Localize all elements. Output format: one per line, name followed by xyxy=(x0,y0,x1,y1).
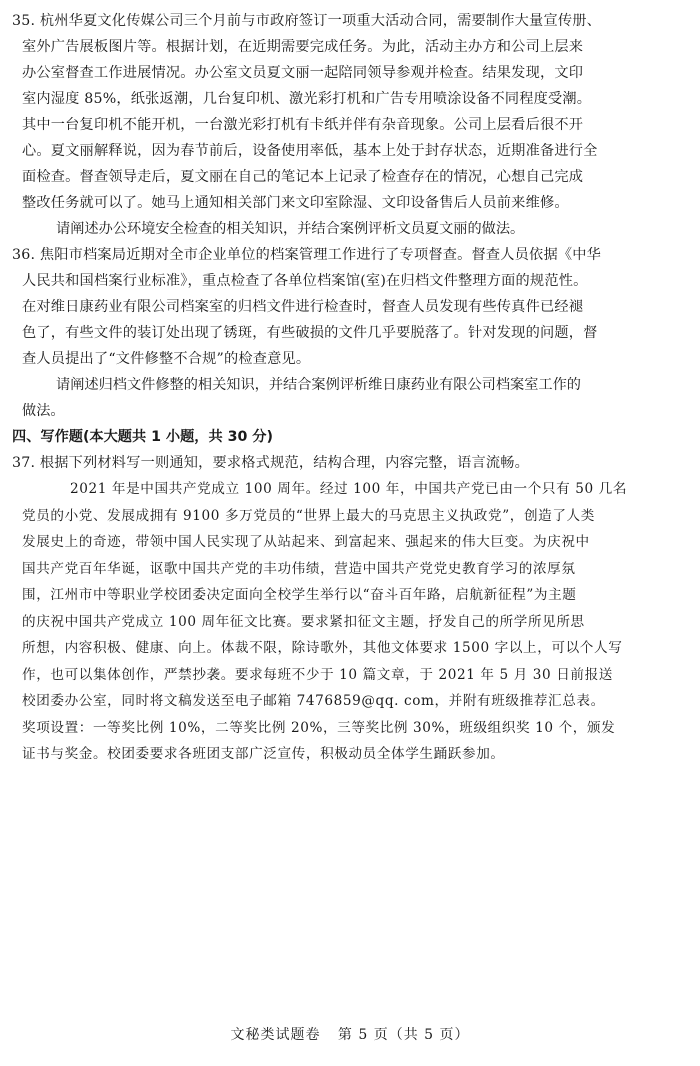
question-35 xyxy=(12,8,688,242)
material-line-5: 围，江州市中等职业学校团委决定面向全校学生举行以“奋斗百年路，启航新征程”为主题 xyxy=(22,587,577,603)
q35-line-3: 办公室督查工作进展情况。办公室文员夏文丽一起陪同领导参观并检查。结果发现，文印 xyxy=(22,65,584,81)
q36-line-5: 查人员提出了“文件修整不合规”的检查意见。 xyxy=(22,351,311,367)
material-line-6: 的庆祝中国共产党成立 100 周年征文比赛。要求紧扣征文主题，抒发自己的所学所见所思 xyxy=(22,613,585,630)
exam-page xyxy=(12,8,688,768)
q36-requirement-line-2: 做法。 xyxy=(22,403,65,419)
q35-line-1: 35. 杭州华夏文化传媒公司三个月前与市政府签订一项重大活动合同，需要制作大量宣传册、 xyxy=(12,13,601,29)
q36-line-1: 36. 焦阳市档案局近期对全市企业单位的档案管理工作进行了专项督查。督查人员依据《中华 xyxy=(12,247,601,263)
material-line-1: 2021 年是中国共产党成立 100 周年。经过 100 年，中国共产党已由一个只有 50 几名 xyxy=(70,481,628,497)
q35-line-6: 心。夏文丽解释说，因为春节前后，设备使用率低，基本上处于封存状态，近期准备进行全 xyxy=(22,143,598,159)
q35-line-2: 室外广告展板图片等。根据计划，在近期需要完成任务。为此，活动主办方和公司上层来 xyxy=(22,39,584,55)
q35-line-8: 整改任务就可以了。她马上通知相关部门来文印室除湿、文印设备售后人员前来维修。 xyxy=(22,195,569,211)
question-37 xyxy=(12,450,688,768)
material-line-4: 国共产党百年华诞，讴歌中国共产党的丰功伟绩，营造中国共产党党史教育学习的浓厚氛 xyxy=(22,560,576,577)
material-line-10: 奖项设置：一等奖比例 10%，二等奖比例 20%，三等奖比例 30%，班级组织奖 10 个，颁发 xyxy=(22,719,616,736)
material-line-11: 证书与奖金。校团委要求各班团支部广泛宣传，积极动员全体学生踊跃参加。 xyxy=(22,746,505,762)
page-footer xyxy=(0,1024,700,1044)
material-line-2: 党员的小党、发展成拥有 9100 多万党员的“世界上最大的马克思主义执政党”，创造了人类 xyxy=(22,507,595,524)
q36-requirement-line-1: 请阐述归档文件修整的相关知识，并结合案例评析维日康药业有限公司档案室工作的 xyxy=(56,377,581,393)
q35-requirement: 请阐述办公环境安全检查的相关知识，并结合案例评析文员夏文丽的做法。 xyxy=(56,221,525,237)
material-line-8: 作，也可以集体创作，严禁抄袭。要求每班不少于 10 篇文章，于 2021 年 5 月 30 日前报送 xyxy=(22,666,613,683)
q36-line-4: 色了，有些文件的装订处出现了锈斑，有些破损的文件几乎要脱落了。针对发现的问题，督 xyxy=(22,325,598,341)
q37-prompt: 37. 根据下列材料写一则通知，要求格式规范，结构合理，内容完整，语言流畅。 xyxy=(12,455,530,471)
material-line-3: 发展史上的奇迹，带领中国人民实现了从站起来、到富起来、强起来的伟大巨变。为庆祝中 xyxy=(22,534,590,550)
material-line-7: 所想，内容积极、健康、向上。体裁不限，除诗歌外，其他文体要求 1500 字以上，可以个人写 xyxy=(22,640,623,656)
q35-line-5: 其中一台复印机不能开机，一台激光彩打机有卡纸并伴有杂音现象。公司上层看后很不开 xyxy=(22,117,584,133)
section-heading-writing: 四、写作题(本大题共 1 小题，共 30 分) xyxy=(12,429,273,445)
q36-line-3: 在对维日康药业有限公司档案室的归档文件进行检查时，督查人员发现有些传真件已经褪 xyxy=(22,299,584,315)
footer-page-number: 第 5 页（共 5 页） xyxy=(337,1027,470,1043)
q36-line-2: 人民共和国档案行业标准》，重点检查了各单位档案馆(室)在归档文件整理方面的规范性。 xyxy=(22,273,588,289)
question-36 xyxy=(12,242,688,424)
material-line-9: 校团委办公室，同时将文稿发送至电子邮箱 7476859@qq. com，并附有班级推荐汇总表。 xyxy=(22,693,605,709)
q37-material xyxy=(12,476,688,768)
footer-subject: 文秘类试题卷 xyxy=(230,1027,321,1043)
q35-line-4: 室内湿度 85%，纸张返潮，几台复印机、激光彩打机和广告专用喷涂设备不同程度受潮。 xyxy=(22,91,592,107)
q35-line-7: 面检查。督查领导走后，夏文丽在自己的笔记本上记录了检查存在的情况，心想自己完成 xyxy=(22,169,584,185)
